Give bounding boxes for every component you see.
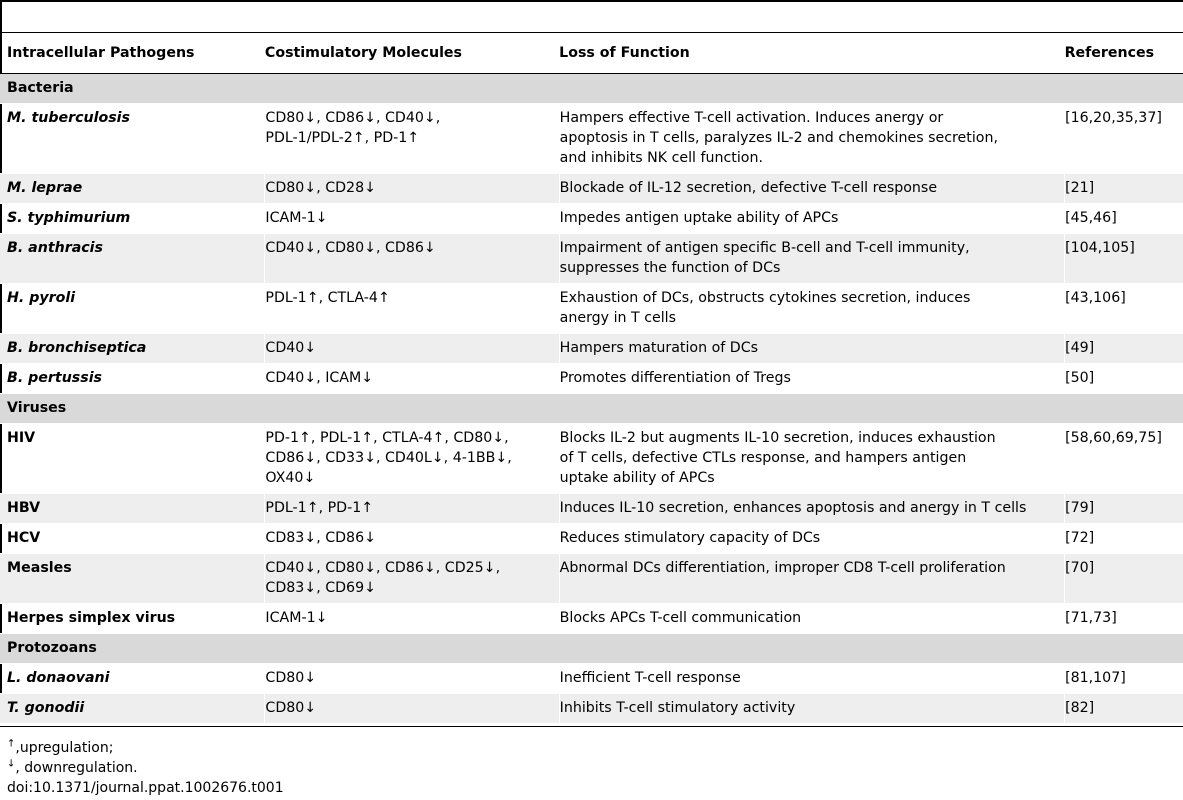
pathogen-cell bbox=[0, 234, 265, 284]
references-cell: [104,105] bbox=[1065, 234, 1183, 284]
molecules-cell: CD40↓ bbox=[265, 334, 559, 364]
pathogen-name: B. bronchiseptica bbox=[7, 340, 147, 356]
table-row bbox=[0, 364, 1183, 394]
pathogen-cell bbox=[0, 494, 265, 524]
references-cell: [82] bbox=[1065, 694, 1183, 724]
references-cell: [43,106] bbox=[1065, 284, 1183, 334]
references-cell: [16,20,35,37] bbox=[1065, 104, 1183, 174]
pathogen-cell bbox=[0, 524, 265, 554]
table-footnotes bbox=[7, 738, 284, 798]
molecules-cell: CD80↓ bbox=[265, 694, 559, 724]
function-cell: Blockade of IL-12 secretion, defective T-cell response bbox=[559, 174, 1064, 204]
table-row bbox=[0, 664, 1183, 694]
column-header-references: References bbox=[1065, 33, 1183, 74]
column-header-molecules: Costimulatory Molecules bbox=[265, 33, 559, 74]
pathogen-name: HIV bbox=[7, 430, 36, 446]
table-row bbox=[0, 174, 1183, 204]
pathogen-cell bbox=[0, 364, 265, 394]
molecules-cell: PDL-1↑, PD-1↑ bbox=[265, 494, 559, 524]
table-row bbox=[0, 334, 1183, 364]
molecules-cell: PD-1↑, PDL-1↑, CTLA-4↑, CD80↓, CD86↓, CD33↓, CD40L↓, 4-1BB↓, OX40↓ bbox=[265, 424, 559, 494]
table-row bbox=[0, 234, 1183, 284]
bottom-rule bbox=[0, 726, 1183, 727]
function-cell: Impairment of antigen specific B-cell and T-cell immunity, suppresses the function of DCs bbox=[559, 234, 1064, 284]
molecules-cell: CD80↓, CD86↓, CD40↓, PDL-1/PDL-2↑, PD-1↑ bbox=[265, 104, 559, 174]
pathogen-cell bbox=[0, 554, 265, 604]
group-row bbox=[0, 634, 1183, 664]
group-label: Bacteria bbox=[0, 74, 1183, 104]
pathogen-cell bbox=[0, 664, 265, 694]
column-header-pathogens: Intracellular Pathogens bbox=[0, 33, 265, 74]
references-cell: [81,107] bbox=[1065, 664, 1183, 694]
pathogen-cell bbox=[0, 204, 265, 234]
function-cell: Blocks APCs T-cell communication bbox=[559, 604, 1064, 634]
doi-text: doi:10.1371/journal.ppat.1002676.t001 bbox=[7, 780, 284, 796]
pathogen-name: B. pertussis bbox=[7, 370, 102, 386]
footnote-downregulation: ↓, downregulation. bbox=[7, 758, 138, 776]
references-cell: [70] bbox=[1065, 554, 1183, 604]
table-body bbox=[0, 74, 1183, 724]
pathogen-cell bbox=[0, 284, 265, 334]
table-header-row bbox=[0, 33, 1183, 74]
pathogen-name: Herpes simplex virus bbox=[7, 610, 176, 626]
footnote-upregulation: ↑,upregulation; bbox=[7, 738, 114, 756]
table-row bbox=[0, 524, 1183, 554]
table-row bbox=[0, 494, 1183, 524]
molecules-cell: CD80↓, CD28↓ bbox=[265, 174, 559, 204]
function-cell: Promotes differentiation of Tregs bbox=[559, 364, 1064, 394]
down-arrow-icon: ↓ bbox=[7, 758, 16, 770]
pathogen-name: S. typhimurium bbox=[7, 210, 131, 226]
table-row bbox=[0, 694, 1183, 724]
function-cell: Reduces stimulatory capacity of DCs bbox=[559, 524, 1064, 554]
references-cell: [79] bbox=[1065, 494, 1183, 524]
pathogen-name: M. tuberculosis bbox=[7, 110, 130, 126]
function-cell: Hampers maturation of DCs bbox=[559, 334, 1064, 364]
references-cell: [72] bbox=[1065, 524, 1183, 554]
pathogen-name: HBV bbox=[7, 500, 41, 516]
column-header-function: Loss of Function bbox=[559, 33, 1064, 74]
molecules-cell: CD80↓ bbox=[265, 664, 559, 694]
pathogen-table bbox=[0, 33, 1183, 724]
function-cell: Hampers effective T-cell activation. Induces anergy or apoptosis in T cells, paralyzes IL-2 and chemokines secretion, and inhibits NK cell function. bbox=[559, 104, 1064, 174]
pathogen-cell bbox=[0, 104, 265, 174]
pathogen-cell bbox=[0, 604, 265, 634]
molecules-cell: CD83↓, CD86↓ bbox=[265, 524, 559, 554]
top-rule bbox=[0, 0, 1183, 2]
molecules-cell: CD40↓, ICAM↓ bbox=[265, 364, 559, 394]
references-cell: [45,46] bbox=[1065, 204, 1183, 234]
function-cell: Abnormal DCs differentiation, improper CD8 T-cell proliferation bbox=[559, 554, 1064, 604]
pathogen-name: Measles bbox=[7, 560, 72, 576]
table-row bbox=[0, 284, 1183, 334]
pathogen-cell bbox=[0, 694, 265, 724]
pathogen-name: L. donaovani bbox=[7, 670, 110, 686]
table-row bbox=[0, 204, 1183, 234]
references-cell: [21] bbox=[1065, 174, 1183, 204]
up-arrow-icon: ↑ bbox=[7, 738, 16, 750]
table-row bbox=[0, 604, 1183, 634]
group-row bbox=[0, 394, 1183, 424]
references-cell: [49] bbox=[1065, 334, 1183, 364]
function-cell: Exhaustion of DCs, obstructs cytokines secretion, induces anergy in T cells bbox=[559, 284, 1064, 334]
table-row bbox=[0, 424, 1183, 494]
pathogen-name: HCV bbox=[7, 530, 41, 546]
pathogen-cell bbox=[0, 424, 265, 494]
table-row bbox=[0, 104, 1183, 174]
molecules-cell: CD40↓, CD80↓, CD86↓, CD25↓, CD83↓, CD69↓ bbox=[265, 554, 559, 604]
references-cell: [58,60,69,75] bbox=[1065, 424, 1183, 494]
pathogen-name: T. gonodii bbox=[7, 700, 85, 716]
function-cell: Induces IL-10 secretion, enhances apoptosis and anergy in T cells bbox=[559, 494, 1064, 524]
molecules-cell: ICAM-1↓ bbox=[265, 204, 559, 234]
molecules-cell: PDL-1↑, CTLA-4↑ bbox=[265, 284, 559, 334]
function-cell: Blocks IL-2 but augments IL-10 secretion, induces exhaustion of T cells, defective CTLs response, and hampers antigen uptake ability of APCs bbox=[559, 424, 1064, 494]
function-cell: Inefficient T-cell response bbox=[559, 664, 1064, 694]
references-cell: [50] bbox=[1065, 364, 1183, 394]
group-row bbox=[0, 74, 1183, 104]
pathogen-name: M. leprae bbox=[7, 180, 83, 196]
molecules-cell: ICAM-1↓ bbox=[265, 604, 559, 634]
references-cell: [71,73] bbox=[1065, 604, 1183, 634]
function-cell: Impedes antigen uptake ability of APCs bbox=[559, 204, 1064, 234]
function-cell: Inhibits T-cell stimulatory activity bbox=[559, 694, 1064, 724]
pathogen-cell bbox=[0, 334, 265, 364]
pathogen-name: B. anthracis bbox=[7, 240, 103, 256]
group-label: Viruses bbox=[0, 394, 1183, 424]
pathogen-name: H. pyroli bbox=[7, 290, 76, 306]
molecules-cell: CD40↓, CD80↓, CD86↓ bbox=[265, 234, 559, 284]
pathogen-cell bbox=[0, 174, 265, 204]
group-label: Protozoans bbox=[0, 634, 1183, 664]
table-row bbox=[0, 554, 1183, 604]
